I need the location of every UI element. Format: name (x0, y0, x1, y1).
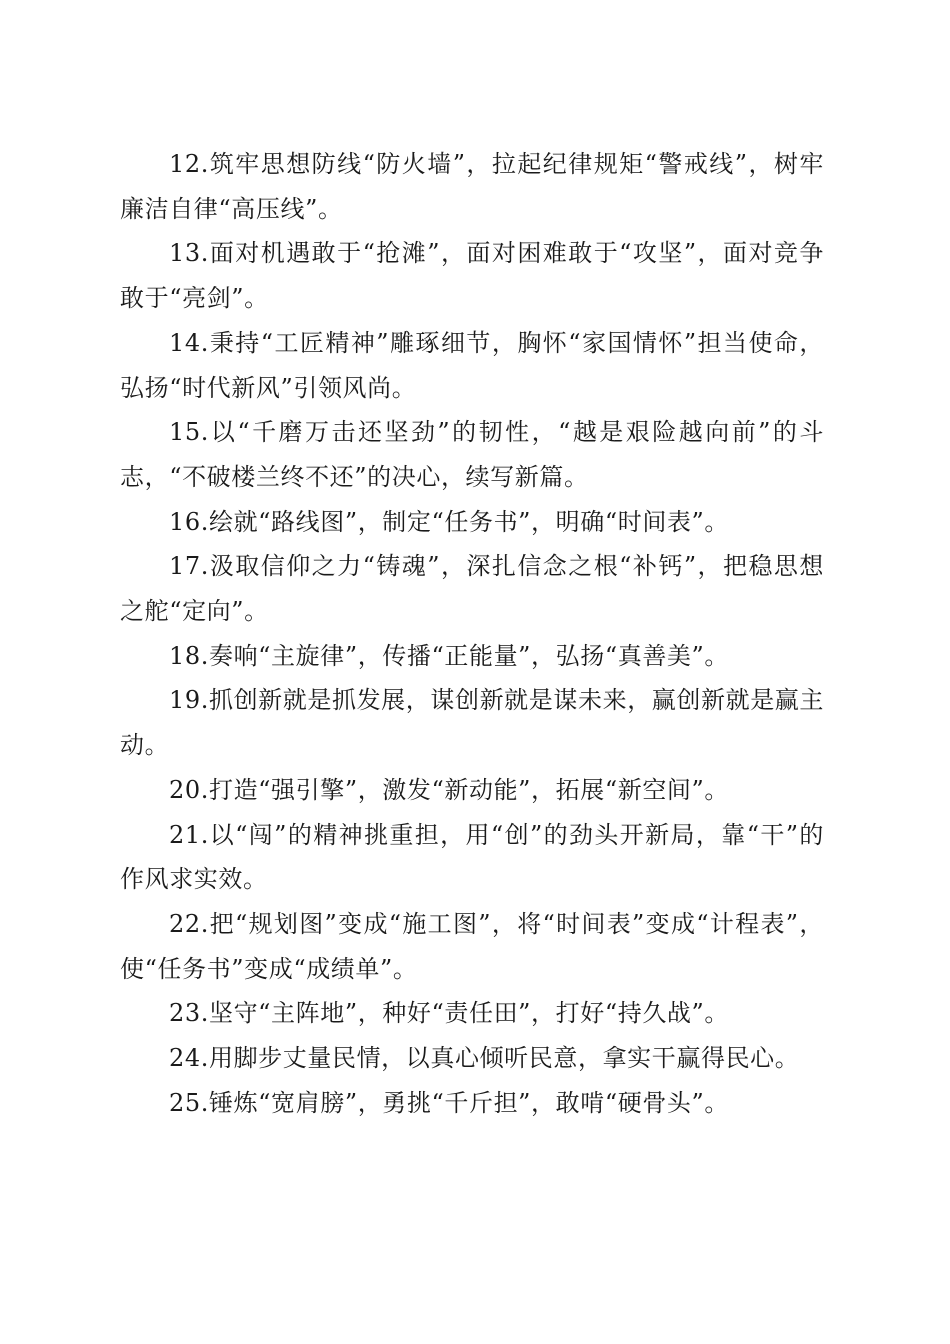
paragraph-20: 20.打造“强引擎”，激发“新动能”，拓展“新空间”。 (169, 775, 729, 804)
paragraph-18: 18.奏响“主旋律”，传播“正能量”，弘扬“真善美”。 (169, 641, 729, 670)
paragraph-12: 12.筑牢思想防线“防火墙”，拉起纪律规矩“警戒线”，树牢廉洁自律“高压线”。 (120, 150, 824, 223)
document-body (120, 142, 824, 1125)
paragraph-23: 23.坚守“主阵地”，种好“责任田”，打好“持久战”。 (169, 999, 729, 1028)
paragraph-13: 13.面对机遇敢于“抢滩”，面对困难敢于“攻坚”，面对竞争敢于“亮剑”。 (120, 239, 824, 313)
paragraph-22: 22.把“规划图”变成“施工图”，将“时间表”变成“计程表”，使“任务书”变成“成绩单”。 (120, 909, 824, 983)
paragraph-21: 21.以“闯”的精神挑重担，用“创”的劲头开新局，靠“干”的作风求实效。 (120, 820, 824, 894)
paragraph-15: 15.以“千磨万击还坚劲”的韧性，“越是艰险越向前”的斗志，“不破楼兰终不还”的决心，续写新篇。 (120, 418, 824, 491)
paragraph-24: 24.用脚步丈量民情，以真心倾听民意，拿实干赢得民心。 (169, 1044, 800, 1073)
paragraph-17: 17.汲取信仰之力“铸魂”，深扎信念之根“补钙”，把稳思想之舵“定向”。 (120, 552, 824, 626)
paragraph-25: 25.锤炼“宽肩膀”，勇挑“千斤担”，敢啃“硬骨头”。 (169, 1088, 729, 1117)
paragraph-16: 16.绘就“路线图”，制定“任务书”，明确“时间表”。 (169, 507, 729, 536)
paragraph-19: 19.抓创新就是抓发展，谋创新就是谋未来，赢创新就是赢主动。 (120, 686, 824, 760)
paragraph-14: 14.秉持“工匠精神”雕琢细节，胸怀“家国情怀”担当使命，弘扬“时代新风”引领风尚。 (120, 328, 824, 402)
